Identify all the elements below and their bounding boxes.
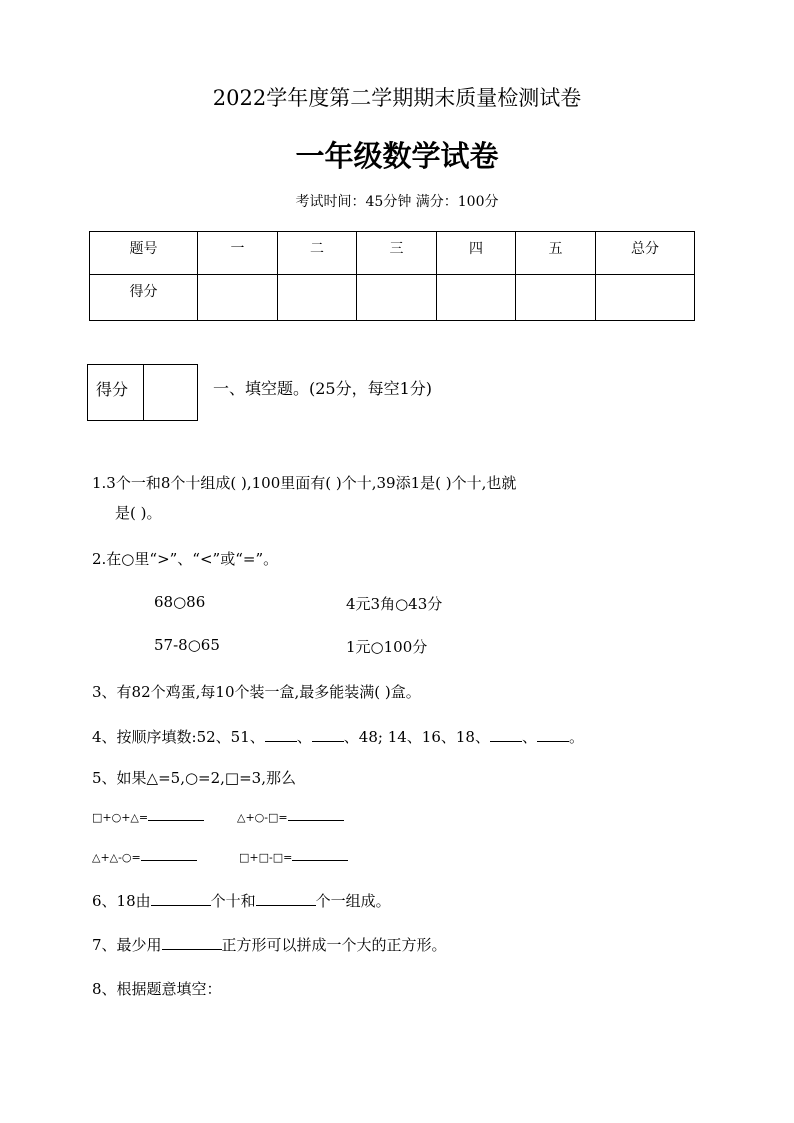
question-4-part: 、 xyxy=(296,728,312,746)
question-5-expr xyxy=(239,846,348,865)
score-cell[interactable] xyxy=(357,275,437,321)
score-table-header-cell: 五 xyxy=(516,232,596,275)
question-4-part: 、 xyxy=(521,728,537,746)
question-2-item: 57-8○65 xyxy=(154,636,220,654)
score-row-label: 得分 xyxy=(90,275,198,321)
question-6-part: 6、18由 xyxy=(92,892,151,910)
score-table-header-cell: 三 xyxy=(357,232,437,275)
paper-title: 一年级数学试卷 xyxy=(295,139,499,173)
score-cell[interactable] xyxy=(278,275,357,321)
expression: △+△-○= xyxy=(92,851,141,864)
expression: □+□-□= xyxy=(239,851,293,864)
score-table-header-cell: 四 xyxy=(437,232,516,275)
score-box-divider xyxy=(143,365,144,420)
exam-info: 考试时间：45分钟 满分：100分 xyxy=(295,194,499,210)
question-5-expr xyxy=(237,806,344,825)
question-3: 3、有82个鸡蛋,每10个装一盒,最多能装满( )盒。 xyxy=(92,683,421,701)
question-6-part: 个十和 xyxy=(210,892,256,910)
score-cell[interactable] xyxy=(516,275,596,321)
section1-score-label: 得分 xyxy=(96,380,129,399)
question-4-part: 4、按顺序填数:52、51、 xyxy=(92,728,265,746)
exam-title: 2022学年度第二学期期末质量检测试卷 xyxy=(212,86,582,110)
question-5-expr xyxy=(92,806,204,825)
question-2-item: 4元3角○43分 xyxy=(346,595,443,613)
question-6 xyxy=(92,890,391,911)
question-7-part: 7、最少用 xyxy=(92,936,162,954)
score-table xyxy=(89,231,695,321)
answer-blank[interactable] xyxy=(265,727,297,742)
question-1-line1: 1.3个一和8个十组成( ),100里面有( )个十,39添1是( )个十,也就 xyxy=(92,474,517,492)
score-cell[interactable] xyxy=(198,275,278,321)
answer-blank[interactable] xyxy=(141,846,197,861)
question-4-part: 。 xyxy=(568,728,584,746)
question-7 xyxy=(92,934,447,955)
answer-blank[interactable] xyxy=(288,806,344,821)
question-5-expr xyxy=(92,846,197,865)
answer-blank[interactable] xyxy=(148,806,204,821)
score-table-header-cell: 一 xyxy=(198,232,278,275)
question-6-part: 个一组成。 xyxy=(315,892,391,910)
answer-blank[interactable] xyxy=(151,891,211,906)
answer-blank[interactable] xyxy=(537,727,569,742)
section1-score-box xyxy=(87,364,198,421)
score-cell[interactable] xyxy=(437,275,516,321)
expression: △+○-□= xyxy=(237,811,288,824)
score-table-header-cell: 总分 xyxy=(596,232,695,275)
expression: □+○+△= xyxy=(92,811,149,824)
answer-blank[interactable] xyxy=(490,727,522,742)
score-table-header-cell: 二 xyxy=(278,232,357,275)
question-4-part: 、48; 14、16、18、 xyxy=(343,728,490,746)
answer-blank[interactable] xyxy=(162,935,222,950)
question-8: 8、根据题意填空： xyxy=(92,980,222,998)
answer-blank[interactable] xyxy=(292,846,348,861)
question-5-intro: 5、如果△=5,○=2,□=3,那么 xyxy=(92,769,296,787)
score-table-score-row xyxy=(90,275,695,321)
question-7-part: 正方形可以拼成一个大的正方形。 xyxy=(221,936,447,954)
question-2: 2.在○里“>”、“<”或“=”。 xyxy=(92,550,279,568)
answer-blank[interactable] xyxy=(312,727,344,742)
section1-title: 一、填空题。(25分，每空1分) xyxy=(213,379,433,398)
score-table-header-cell: 题号 xyxy=(90,232,198,275)
score-cell[interactable] xyxy=(596,275,695,321)
question-2-item: 1元○100分 xyxy=(346,638,428,656)
answer-blank[interactable] xyxy=(256,891,316,906)
question-4 xyxy=(92,726,584,747)
question-2-item: 68○86 xyxy=(154,593,206,611)
question-1-line2: 是( )。 xyxy=(115,504,162,522)
score-table-header-row xyxy=(90,232,695,275)
